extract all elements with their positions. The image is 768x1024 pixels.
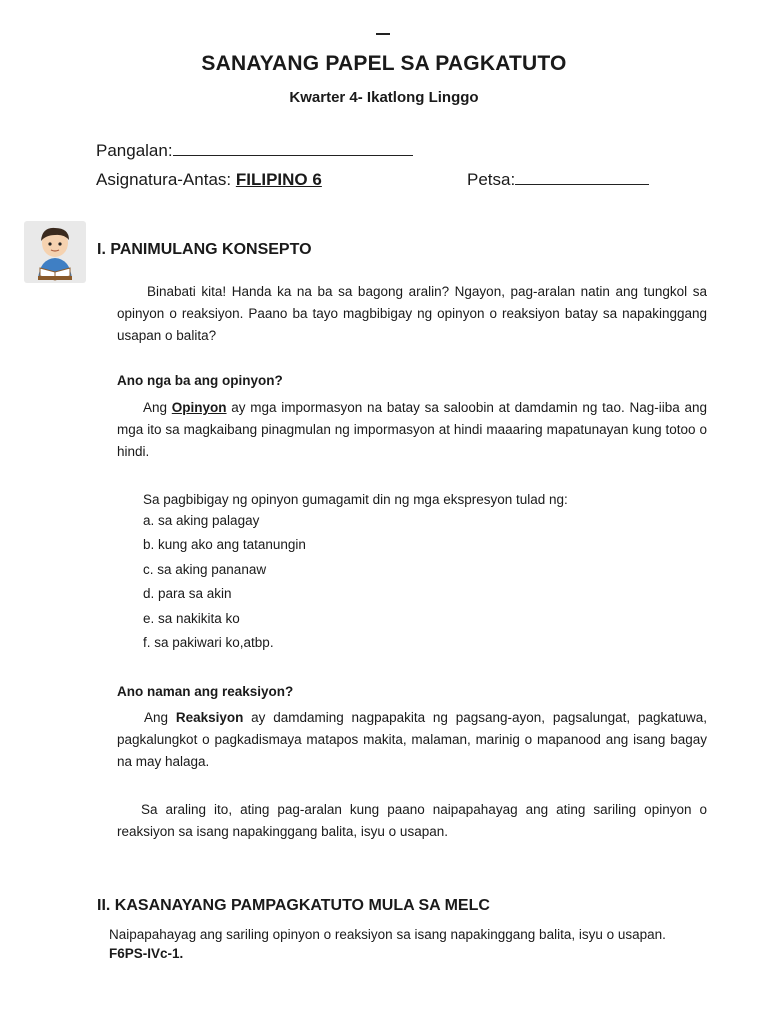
opinyon-post: ay mga impormasyon na batay sa saloobin at damdamin ng tao. Nag-iiba ang mga ito sa magkaibang pinagmulan ng impormasyon at hindi maaaring mapatunayan kung totoo o hindi.	[117, 400, 707, 459]
intro-paragraph: Binabati kita! Handa ka na ba sa bagong aralin? Ngayon, pag-aralan natin ang tungkol sa opinyon o reaksiyon. Paano ba tayo magbibigay ng opinyon o reaksiyon batay sa napakinggang usapan o balita?	[117, 284, 707, 343]
list-item: c. sa aking pananaw	[143, 561, 267, 577]
header-dash	[376, 33, 390, 35]
date-label: Petsa:	[467, 170, 516, 189]
page-title: SANAYANG PAPEL SA PAGKATUTO	[201, 52, 567, 75]
question-opinyon: Ano nga ba ang opinyon?	[117, 373, 283, 388]
opinyon-term: Opinyon	[171, 400, 227, 415]
list-item: a. sa aking palagay	[143, 513, 260, 528]
section-heading-1: I. PANIMULANG KONSEPTO	[97, 241, 312, 258]
expressions-list	[143, 513, 306, 659]
subject-label: Asignatura-Antas:	[96, 170, 232, 189]
name-field	[96, 141, 413, 161]
date-blank	[515, 170, 649, 185]
section-heading-2: II. KASANAYANG PAMPAGKATUTO MULA SA MELC	[97, 897, 490, 914]
opinyon-pre: Ang	[143, 400, 172, 415]
subject-field	[96, 170, 322, 190]
reaksiyon-pre: Ang	[144, 710, 176, 725]
list-item: e. sa nakikita ko	[143, 610, 240, 626]
date-field	[467, 170, 649, 190]
competency-text: Naipapahayag ang sariling opinyon o reaksiyon sa isang napakinggang balita, isyu o usapan.	[109, 927, 666, 942]
name-blank	[173, 141, 413, 156]
reaksiyon-definition	[117, 707, 707, 773]
reaksiyon-post: ay damdaming nagpapakita ng pagsang-ayon, pagsalungat, pagkatuwa, pagkalungkot o pagkadismaya matapos makita, malaman, marinig o mapanood ang isang bagay na may halaga.	[117, 710, 707, 769]
question-reaksiyon: Ano naman ang reaksiyon?	[117, 684, 294, 699]
list-item: b. kung ako ang tatanungin	[143, 537, 306, 553]
page-subtitle: Kwarter 4- Ikatlong Linggo	[289, 89, 479, 106]
name-label: Pangalan:	[96, 141, 173, 160]
closing-paragraph: Sa araling ito, ating pag-aralan kung paano naipapahayag ang ating sariling opinyon o reaksiyon sa isang napakinggang balita, isyu o usapan.	[117, 802, 707, 839]
list-item: f. sa pakiwari ko,atbp.	[143, 634, 274, 650]
subject-value: FILIPINO 6	[235, 170, 322, 189]
competency-code: F6PS-IVc-1.	[109, 946, 184, 961]
student-reading-icon	[24, 221, 86, 283]
list-item: d. para sa akin	[143, 586, 232, 602]
reaksiyon-term: Reaksiyon	[175, 710, 244, 725]
opinyon-definition	[117, 397, 707, 463]
expressions-intro: Sa pagbibigay ng opinyon gumagamit din ng mga ekspresyon tulad ng:	[143, 492, 568, 507]
